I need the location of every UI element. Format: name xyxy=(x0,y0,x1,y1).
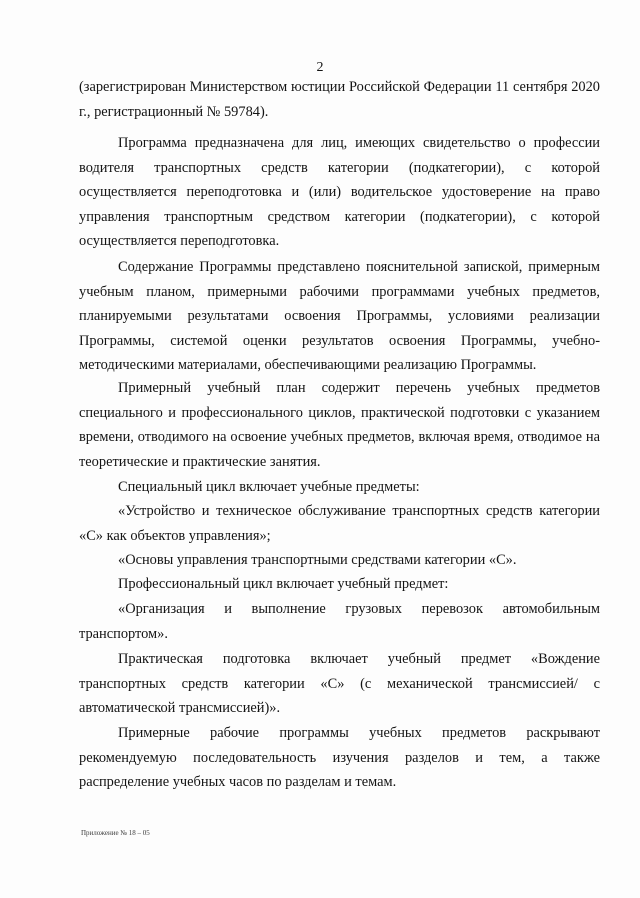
paragraph-purpose: Программа предназначена для лиц, имеющих свидетельство о профессии водителя транспортных средств категории (подкатегории), с которой осуществляется переподготовка и (или) водительское удостоверение на право управления транспортным средством категории (подкатегории), с которой осуществляется переподготовка. xyxy=(79,135,600,250)
paragraph-professional-cycle: Профессиональный цикл включает учебный предмет: xyxy=(118,576,449,592)
body-text xyxy=(79,597,600,646)
body-text xyxy=(79,131,600,254)
body-text xyxy=(79,499,600,548)
paragraph-subject-device: «Устройство и техническое обслуживание транспортных средств категории «С» как объектов управления»; xyxy=(79,503,600,544)
body-text xyxy=(79,376,600,474)
paragraph-content: Содержание Программы представлено пояснительной запиской, примерным учебным планом, примерными рабочими программами учебных предметов, планируемыми результатами освоения Программы, условиями реализации Программы, системой оценки результатов освоения Программы, учебно-методическими материалами, обеспечивающими реализацию Программы. xyxy=(79,259,600,374)
body-text xyxy=(79,572,600,597)
paragraph-study-plan: Примерный учебный план содержит перечень учебных предметов специального и профессионального циклов, практической подготовки с указанием времени, отводимого на освоение учебных предметов, включая время, отводимое на теоретические и практические занятия. xyxy=(79,380,600,470)
page-number: 2 xyxy=(316,60,324,75)
body-text xyxy=(79,75,600,124)
body-text xyxy=(79,475,600,500)
paragraph-work-programs: Примерные рабочие программы учебных предметов раскрывают рекомендуемую последовательность изучения разделов и тем, а также распределение учебных часов по разделам и темам. xyxy=(79,725,600,791)
body-text xyxy=(79,548,600,573)
footer-note: Приложение № 18 – 05 xyxy=(81,829,150,837)
paragraph-subject-organization: «Организация и выполнение грузовых перевозок автомобильным транспортом». xyxy=(79,601,600,642)
body-text xyxy=(79,721,600,795)
paragraph-practical-training: Практическая подготовка включает учебный предмет «Вождение транспортных средств категории «С» (с механической трансмиссией/ с автоматической трансмиссией)». xyxy=(79,651,600,717)
body-text xyxy=(79,647,600,721)
body-text xyxy=(79,255,600,378)
paragraph-special-cycle: Специальный цикл включает учебные предметы: xyxy=(118,479,420,495)
paragraph-registration: (зарегистрирован Министерством юстиции Российской Федерации 11 сентября 2020 г., регистрационный № 59784). xyxy=(79,79,600,120)
paragraph-subject-basics: «Основы управления транспортными средствами категории «С». xyxy=(118,552,517,568)
